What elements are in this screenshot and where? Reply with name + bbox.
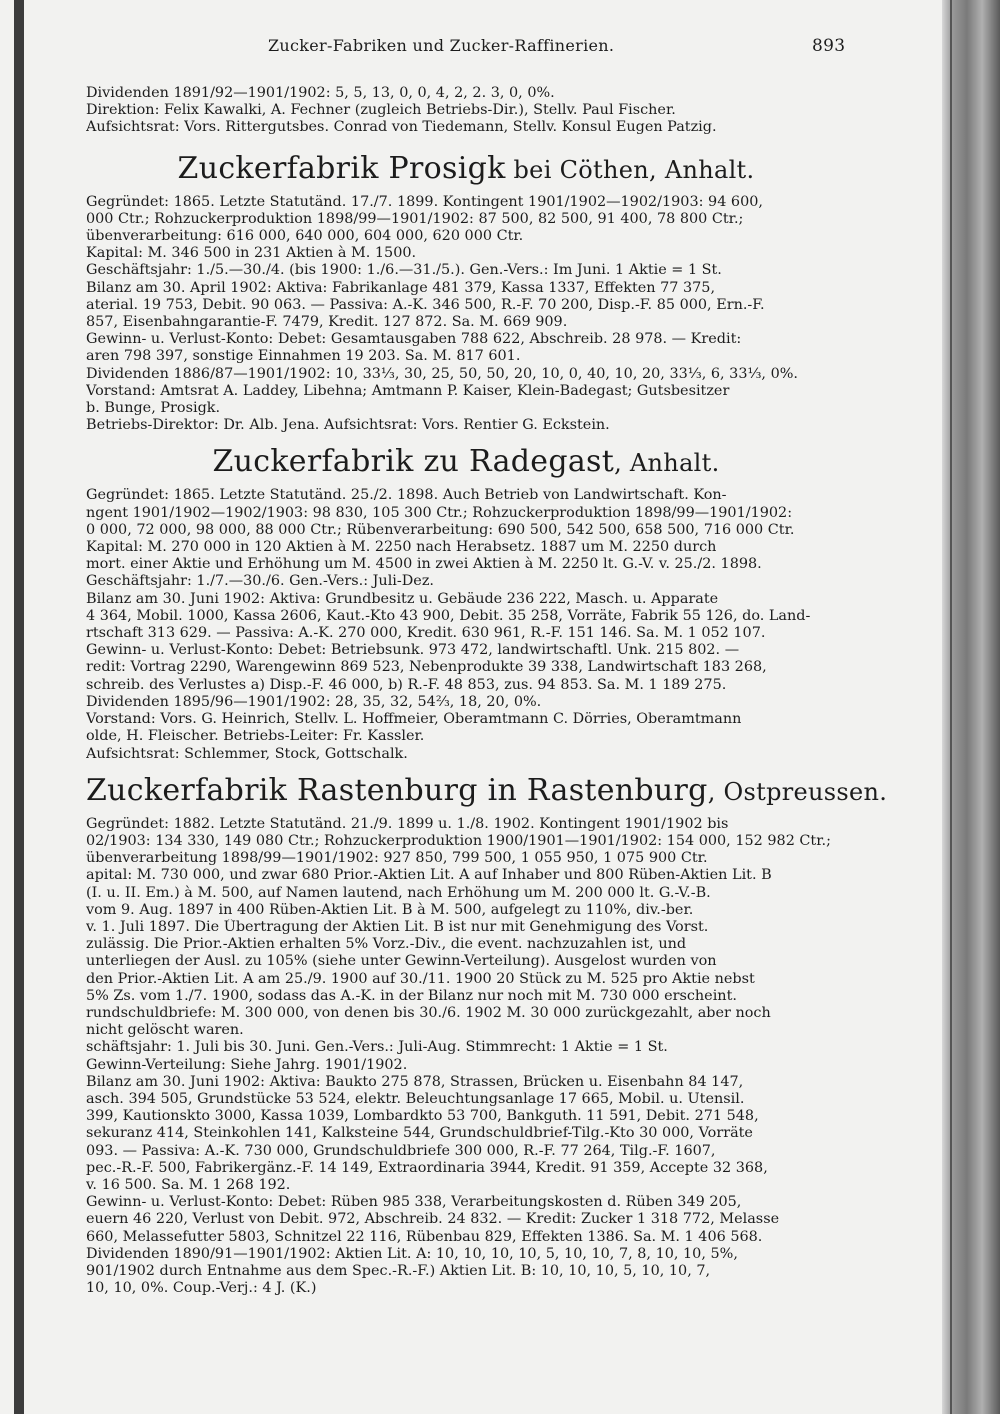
body-line: redit: Vortrag 2290, Warengewinn 869 523, Nebenprodukte 39 338, Landwirtschaft 183 268,: [86, 659, 767, 676]
body-line: den Prior.-Aktien Lit. A am 25./9. 1900 auf 30./11. 1900 20 Stück zu M. 525 pro Aktie nebst: [86, 970, 755, 987]
body-line: 4 364, Mobil. 1000, Kassa 2606, Kaut.-Kto 43 900, Debit. 35 258, Vorräte, Fabrik 55 126, do. Land-: [86, 607, 811, 624]
running-head: [86, 36, 846, 60]
body-line: Dividenden 1895/96—1901/1902: 28, 35, 32, 54⅔, 18, 20, 0%.: [86, 693, 542, 710]
intro-line: Direktion: Felix Kawalki, A. Fechner (zugleich Betriebs-Dir.), Stellv. Paul Fischer.: [86, 102, 676, 119]
body-line: rundschuldbriefe: M. 300 000, von denen bis 30./6. 1902 M. 30 000 zurückgezahlt, aber noch: [86, 1004, 771, 1021]
body-line: schreib. des Verlustes a) Disp.-F. 46 000, b) R.-F. 48 853, zus. 94 853. Sa. M. 1 189 275.: [86, 676, 727, 693]
body-line: Betriebs-Direktor: Dr. Alb. Jena. Aufsichtsrat: Vors. Rentier G. Eckstein.: [86, 417, 610, 434]
section-heading: [86, 772, 888, 810]
body-line: v. 16 500. Sa. M. 1 268 192.: [86, 1176, 291, 1193]
body-line: Gewinn- u. Verlust-Konto: Debet: Rüben 985 338, Verarbeitungskosten d. Rüben 349 205,: [86, 1194, 742, 1211]
body-line: vom 9. Aug. 1897 in 400 Rüben-Aktien Lit. B à M. 500, aufgelegt zu 110%, div.-ber.: [86, 901, 694, 918]
body-line: 0 000, 72 000, 98 000, 88 000 Ctr.; Rübenverarbeitung: 690 500, 542 500, 658 500, 716 000 Ctr.: [86, 521, 795, 538]
intro-line: Dividenden 1891/92—1901/1902: 5, 5, 13, 0, 0, 4, 2, 2. 3, 0, 0%.: [86, 85, 555, 101]
section-subtitle: , Anhalt.: [614, 449, 720, 478]
body-line: 901/1902 durch Entnahme aus dem Spec.-R.-F.) Aktien Lit. B: 10, 10, 10, 5, 10, 10, 7,: [86, 1262, 711, 1279]
body-line: apital: M. 730 000, und zwar 680 Prior.-Aktien Lit. A auf Inhaber und 800 Rüben-Aktien Lit. B: [86, 867, 772, 884]
body-line: Kapital: M. 270 000 in 120 Aktien à M. 2250 nach Herabsetz. 1887 um M. 2250 durch: [86, 539, 717, 556]
section-title: Zuckerfabrik Rastenburg in Rastenburg: [86, 772, 708, 808]
body-line: 02/1903: 134 330, 149 080 Ctr.; Rohzuckerproduktion 1900/1901—1901/1902: 154 000, 152 982 Ctr.;: [86, 832, 831, 849]
body-line: Vorstand: Amtsrat A. Laddey, Libehna; Amtmann P. Kaiser, Klein-Badegast; Gutsbesitzer: [86, 382, 730, 399]
body-line: Gewinn- u. Verlust-Konto: Debet: Gesamtausgaben 788 622, Abschreib. 28 978. — Kredit:: [86, 331, 742, 348]
body-line: euern 46 220, Verlust von Debit. 972, Abschreib. 24 832. — Kredit: Zucker 1 318 772, Melasse: [86, 1211, 780, 1228]
running-head-title: Zucker-Fabriken und Zucker-Raffinerien.: [268, 36, 615, 55]
section-subtitle: , Ostpreussen.: [707, 777, 888, 806]
section-prosigk: [86, 151, 846, 435]
body-line: übenverarbeitung 1898/99—1901/1902: 927 850, 799 500, 1 055 950, 1 075 900 Ctr.: [86, 850, 708, 867]
body-line: Vorstand: Vors. G. Heinrich, Stellv. L. Hoffmeier, Oberamtmann C. Dörries, Oberamtmann: [86, 711, 742, 728]
section-radegast: [86, 444, 846, 762]
body-line: (I. u. II. Em.) à M. 500, auf Namen lautend, nach Erhöhung um M. 200 000 lt. G.-V.-B.: [86, 884, 711, 901]
body-line: Gegründet: 1882. Letzte Statutänd. 21./9. 1899 u. 1./8. 1902. Kontingent 1901/1902 bis: [86, 815, 729, 832]
body-line: rtschaft 313 629. — Passiva: A.-K. 270 000, Kredit. 630 961, R.-F. 151 146. Sa. M. 1 052 107.: [86, 625, 766, 642]
body-line: Gewinn-Verteilung: Siehe Jahrg. 1901/1902.: [86, 1056, 408, 1073]
intro-block: [86, 85, 846, 137]
body-line: b. Bunge, Prosigk.: [86, 400, 221, 417]
body-line: 093. — Passiva: A.-K. 730 000, Grundschuldbriefe 300 000, R.-F. 77 264, Tilg.-F. 1607,: [86, 1142, 716, 1159]
body-line: 660, Melassefutter 5803, Schnitzel 22 116, Rübenbau 829, Effekten 1386. Sa. M. 1 406 568.: [86, 1228, 763, 1245]
page-fold-line: [950, 0, 952, 1414]
body-line: Gegründet: 1865. Letzte Statutänd. 25./2. 1898. Auch Betrieb von Landwirtschaft. Kon-: [86, 487, 727, 504]
body-line: ngent 1901/1902—1902/1903: 98 830, 105 300 Ctr.; Rohzuckerproduktion 1898/99—1901/1902:: [86, 504, 793, 521]
section-title: Zuckerfabrik Prosigk: [177, 150, 506, 186]
body-line: 399, Kautionskto 3000, Kassa 1039, Lombardkto 53 700, Bankguth. 11 591, Debit. 271 548,: [86, 1108, 759, 1125]
body-line: Bilanz am 30. Juni 1902: Aktiva: Baukto 275 878, Strassen, Brücken u. Eisenbahn 84 147,: [86, 1073, 744, 1090]
body-line: Bilanz am 30. Juni 1902: Aktiva: Grundbesitz u. Gebäude 236 222, Masch. u. Apparate: [86, 590, 719, 607]
body-line: Geschäftsjahr: 1./7.—30./6. Gen.-Vers.: Juli-Dez.: [86, 573, 434, 590]
body-line: asch. 394 505, Grundstücke 53 524, elektr. Beleuchtungsanlage 17 665, Mobil. u. Utensil.: [86, 1090, 745, 1107]
body-line: Dividenden 1886/87—1901/1902: 10, 33⅓, 30, 25, 50, 50, 20, 10, 0, 40, 10, 20, 33⅓, 6, 33⅓, 0%.: [86, 365, 798, 382]
text-column: [86, 36, 888, 1297]
body-line: Dividenden 1890/91—1901/1902: Aktien Lit. A: 10, 10, 10, 10, 5, 10, 10, 7, 8, 10, 10, 5%,: [86, 1245, 738, 1262]
body-line: aterial. 19 753, Debit. 90 063. — Passiva: A.-K. 346 500, R.-F. 70 200, Disp.-F. 85 000, Ern.-F.: [86, 296, 765, 313]
body-line: nicht gelöscht waren.: [86, 1022, 244, 1039]
body-line: 5% Zs. vom 1./7. 1900, sodass das A.-K. in der Bilanz nur noch mit M. 730 000 erscheint.: [86, 987, 737, 1004]
body-line: pec.-R.-F. 500, Fabrikergänz.-F. 14 149, Extraordinaria 3944, Kredit. 91 359, Accepte 32 368,: [86, 1159, 768, 1176]
body-line: 10, 10, 0%. Coup.-Verj.: 4 J. (K.): [86, 1280, 317, 1297]
body-line: sekuranz 414, Steinkohlen 141, Kalksteine 544, Grundschuldbrief-Tilg.-Kto 30 000, Vorräte: [86, 1125, 753, 1142]
section-rastenburg: [86, 772, 888, 1298]
section-heading: [86, 151, 846, 188]
body-line: 000 Ctr.; Rohzuckerproduktion 1898/99—1901/1902: 87 500, 82 500, 91 400, 78 800 Ctr.;: [86, 210, 744, 227]
page-binding-edge: [14, 0, 24, 1414]
page-number: 893: [812, 36, 846, 56]
intro-line: Aufsichtsrat: Vors. Rittergutsbes. Conrad von Tiedemann, Stellv. Konsul Eugen Patzig.: [86, 119, 717, 136]
body-line: zulässig. Die Prior.-Aktien erhalten 5% Vorz.-Div., die event. nachzuzahlen ist, und: [86, 936, 687, 953]
body-line: mort. einer Aktie und Erhöhung um M. 4500 in zwei Aktien à M. 2250 lt. G.-V. v. 25./2. 1898.: [86, 556, 762, 573]
body-line: Gewinn- u. Verlust-Konto: Debet: Betriebsunk. 973 472, landwirtschaftl. Unk. 215 802. —: [86, 642, 740, 659]
body-line: Bilanz am 30. April 1902: Aktiva: Fabrikanlage 481 379, Kassa 1337, Effekten 77 375,: [86, 279, 716, 296]
body-line: Geschäftsjahr: 1./5.—30./4. (bis 1900: 1./6.—31./5.). Gen.-Vers.: Im Juni. 1 Aktie = 1 St.: [86, 262, 722, 279]
body-line: Gegründet: 1865. Letzte Statutänd. 17./7. 1899. Kontingent 1901/1902—1902/1903: 94 600,: [86, 193, 763, 210]
body-line: v. 1. Juli 1897. Die Übertragung der Aktien Lit. B ist nur mit Genehmigung des Vorst.: [86, 918, 709, 935]
body-line: olde, H. Fleischer. Betriebs-Leiter: Fr. Kassler.: [86, 728, 425, 745]
body-line: übenverarbeitung: 616 000, 640 000, 604 000, 620 000 Ctr.: [86, 228, 524, 245]
body-line: unterliegen der Ausl. zu 105% (siehe unter Gewinn-Verteilung). Ausgelost wurden von: [86, 953, 717, 970]
body-line: Kapital: M. 346 500 in 231 Aktien à M. 1500.: [86, 245, 417, 262]
body-line: schäftsjahr: 1. Juli bis 30. Juni. Gen.-Vers.: Juli-Aug. Stimmrecht: 1 Aktie = 1 St.: [86, 1039, 668, 1056]
body-line: Aufsichtsrat: Schlemmer, Stock, Gottschalk.: [86, 745, 408, 762]
body-line: aren 798 397, sonstige Einnahmen 19 203. Sa. M. 817 601.: [86, 348, 521, 365]
section-title: Zuckerfabrik zu Radegast: [212, 444, 615, 480]
body-line: 857, Eisenbahngarantie-F. 7479, Kredit. 127 872. Sa. M. 669 909.: [86, 314, 568, 331]
section-heading: [86, 444, 846, 481]
section-subtitle: bei Cöthen, Anhalt.: [505, 155, 755, 184]
